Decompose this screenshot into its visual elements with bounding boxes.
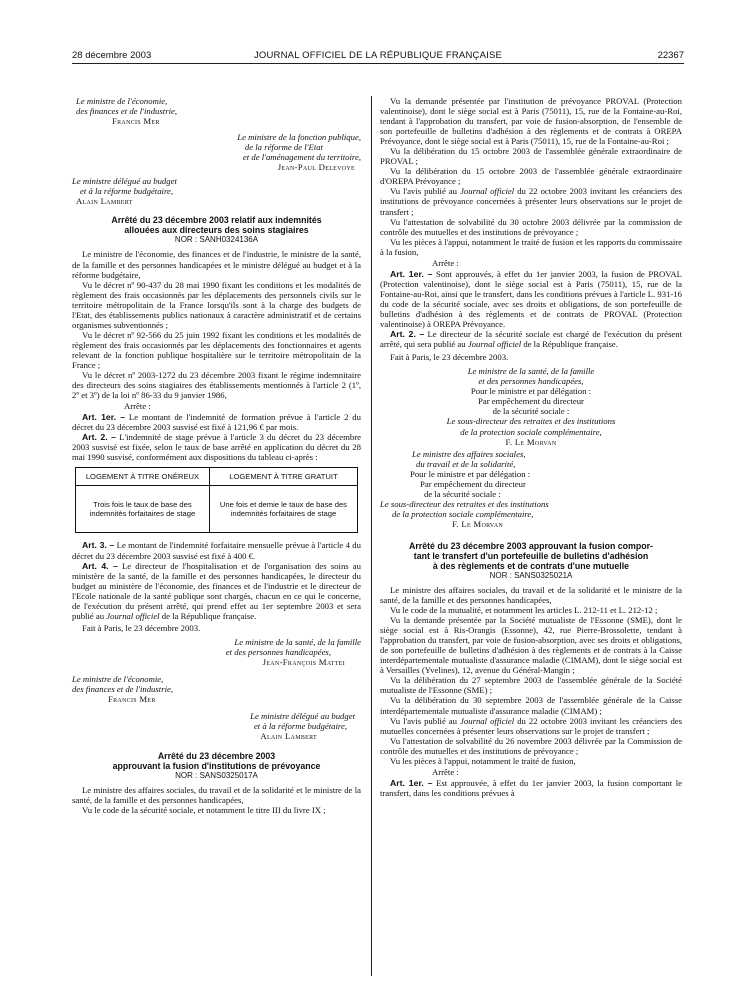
paragraph: Vu la délibération du 15 octobre 2003 de l'assemblée générale extraordinaire d'OREPA Prévoyance ; — [380, 166, 682, 187]
place-date: Fait à Paris, le 23 décembre 2003. — [82, 622, 201, 633]
decree-title: Arrêté du 23 décembre 2003 approuvant la fusion compor- — [409, 540, 653, 551]
signature-name: Francis Mer — [108, 694, 156, 705]
signature-text: Par empêchement du directeur — [478, 396, 584, 407]
paragraph: Vu la demande présentée par la Société mutualiste de l'Essonne (SME), dont le siège social est à Ris-Orangis (Essonne), 42, rue Pierre-Brossolette, tendant à l'approbation du transfert, par voie de fusion-absorption, avec ses droits et obligations, de son portefeuille de bulletins d'adhésion à des règlements et de contrats à la Caisse interdépartementale mutualiste d'assurance maladie (CIMAM), dont le siège social est à Versailles (Yvelines), 12, avenue du Général-Mangin ; — [380, 615, 682, 676]
signature-name: Alain Lambert — [260, 731, 317, 742]
nor-reference: NOR : SANH0324136A — [174, 235, 259, 245]
left-column — [72, 96, 361, 815]
paragraph — [380, 716, 682, 736]
paragraph: Vu la délibération du 30 septembre 2003 de l'assemblée générale de la Caisse interdépartementale mutualiste d'assurance maladie (CIMAM) ; — [380, 695, 682, 716]
arrete-heading: Arrête : — [432, 257, 459, 268]
right-column — [380, 96, 682, 798]
paragraph: Le ministre des affaires sociales, du travail et de la solidarité et le ministre de la santé, de la famille et des personnes handicapées, — [72, 785, 361, 806]
signature-text: de la sécurité sociale : — [492, 406, 570, 417]
article-text: de la République française. — [161, 610, 257, 621]
article-text: de la République française. — [523, 339, 618, 350]
article-label: Art. 1er. – — [390, 777, 433, 788]
article-text: Sont approuvés, à effet du 1er janvier 2003, la fusion de PROVAL (Protection valentinoise), dont le siège social est à Paris (75011), 15, rue de la Fontaine-au-Roi, ainsi que le transfert, dans les conditions prévues à l'article L. 931-16 du code de la sécurité sociale, avec ses droits et obligations, de son portefeuille de bulletins d'adhésion à des règlements et de contrats de PROVAL (Protection valentinoise) à OREPA Prévoyance. — [380, 268, 682, 330]
paragraph-text: Vu l'avis publié au — [390, 715, 458, 726]
journal-reference: Journal officiel — [106, 610, 160, 621]
article — [72, 561, 361, 621]
decree-heading — [72, 751, 361, 781]
header-page-number: 22367 — [657, 50, 684, 61]
signature-title: et à la réforme budgétaire, — [253, 721, 347, 732]
signature-title: de la protection sociale complémentaire, — [392, 508, 534, 519]
nor-reference: NOR : SANS0325017A — [175, 771, 258, 781]
article — [380, 329, 682, 349]
journal-reference: Journal officiel — [460, 186, 515, 197]
signature-title: Le sous-directeur des retraites et des institutions — [380, 498, 549, 509]
article — [72, 412, 361, 432]
signature-block — [72, 637, 361, 667]
signature-block — [72, 674, 361, 704]
signature-name: Alain Lambert — [76, 196, 133, 207]
signature-title: des finances et de l'industrie, — [76, 106, 178, 117]
signature-block — [72, 132, 361, 172]
signature-block — [76, 96, 361, 126]
article — [72, 432, 361, 462]
article-label: Art. 4. – — [82, 560, 118, 571]
decree-title: à des règlements et de contrats d'une mutuelle — [432, 560, 630, 571]
signature-text: Par empêchement du directeur — [420, 478, 526, 489]
paragraph: Vu le décret nº 90-437 du 28 mai 1990 fixant les conditions et les modalités de règlement des frais occasionnés par les déplacements des personnels civils sur le territoire métropolitain de la France lorsqu'ils sont à la charge des budgets de l'Etat, des établissements publics nationaux à caractère administratif et de certains organismes subventionnés ; — [72, 279, 361, 330]
signature-title: Le ministre de l'économie, — [72, 674, 164, 685]
signature-title: Le ministre de la santé, de la famille — [234, 636, 361, 647]
paragraph-text: du 22 octobre 2003 invitant les créanciers des mutuelles concernées à présenter leurs observations sur le projet de transfert ; — [380, 715, 683, 736]
paragraph: Vu les pièces à l'appui, notamment le traité de fusion et les rapports du commissaire à la fusion, — [380, 236, 682, 257]
paragraph — [380, 186, 682, 216]
signature-title: de la réforme de l'Etat — [244, 142, 323, 153]
paragraph-text: Vu l'avis publié au — [390, 186, 458, 197]
paragraph: Vu la délibération du 15 octobre 2003 de l'assemblée générale extraordinaire de PROVAL ; — [380, 146, 682, 167]
article-text: Est approuvée, à effet du 1er janvier 2003, la fusion comportant le transfert, dans les conditions prévues à — [380, 777, 682, 798]
header-date: 28 décembre 2003 — [72, 50, 152, 61]
signature-block — [380, 366, 682, 446]
paragraph: Vu la demande présentée par l'institution de prévoyance PROVAL (Protection valentinoise), dont le siège social est à Paris (75011), 15, rue de la Fontaine-au-Roi, tendant à l'approbation du transfert, par voie de fusion-absorption, de l'ensemble de son portefeuille de bulletins d'adhésion à des règlements et de contrats à OREPA Prévoyance, dont le siège social est à Paris (75011), 15, rue de la Fontaine-au-Roi ; — [380, 96, 682, 147]
article-label: Art. 3. – — [82, 540, 115, 551]
signature-title: Le sous-directeur des retraites et des institutions — [446, 416, 616, 427]
signature-text: de la sécurité sociale : — [424, 488, 501, 499]
paragraph: Le ministre des affaires sociales, du travail et de la solidarité et le ministre de la santé, de la famille et des personnes handicapées, — [380, 584, 682, 606]
signature-title: et de l'aménagement du territoire, — [242, 152, 361, 163]
article-text: L'indemnité de stage prévue à l'article 3 du décret du 23 décembre 2003 susvisé est fixée, selon le taux de base arrêté en application du décret du 28 mai 1990 susvisé, conformément aux dispositions du tableau ci-après : — [72, 432, 361, 463]
paragraph: Vu le décret nº 2003-1272 du 23 décembre 2003 fixant le régime indemnitaire des directeurs des soins stagiaires des établissements mentionnés à l'article 2 (1º, 2º et 3º) de la loi nº 86-33 du 9 janvier 1986, — [72, 370, 361, 401]
paragraph: Vu le code de la sécurité sociale, et notamment le titre III du livre IX ; — [82, 805, 326, 816]
article — [72, 540, 361, 560]
signature-block — [380, 449, 682, 529]
decree-heading — [380, 541, 682, 581]
signature-title: et des personnes handicapées, — [225, 646, 331, 657]
decree-title: approuvant la fusion d'institutions de prévoyance — [112, 761, 321, 772]
paragraph: Vu les pièces à l'appui, notamment le traité de fusion, — [390, 755, 576, 766]
paragraph: Vu l'attestation de solvabilité du 30 octobre 2003 délivrée par la commission de contrôle des mutuelles et des institutions de prévoyance ; — [380, 216, 682, 237]
article-text: Le directeur de la sécurité sociale est chargé de l'exécution du présent arrêté, qui sera publié au — [380, 329, 683, 350]
signature-name: F. Le Morvan — [505, 436, 557, 447]
paragraph: Vu le code de la mutualité, et notamment les articles L. 212-11 et L. 212-12 ; — [390, 605, 658, 616]
signature-title: des finances et de l'industrie, — [72, 684, 174, 695]
arrete-heading: Arrête : — [432, 766, 459, 777]
article — [380, 269, 682, 329]
signature-title: Le ministre des affaires sociales, — [412, 448, 526, 459]
signature-text: Pour le ministre et par délégation : — [470, 386, 592, 397]
signature-block — [72, 176, 361, 206]
signature-title: Le ministre délégué au budget — [250, 711, 355, 722]
decree-title: tant le transfert d'un portefeuille de bulletins d'adhésion — [413, 550, 649, 561]
article-label: Art. 2. – — [82, 432, 116, 443]
signature-title: Le ministre de l'économie, — [76, 96, 168, 106]
signature-block — [72, 711, 361, 741]
paragraph: Le ministre de l'économie, des finances et de l'industrie, le ministre de la santé, de la famille et des personnes handicapées et le ministre délégué au budget et à la réforme budgétaire, — [72, 249, 361, 280]
table-header: LOGEMENT À TITRE GRATUIT — [209, 468, 357, 486]
article-label: Art. 1er. – — [82, 412, 126, 423]
article-label: Art. 1er. – — [390, 268, 433, 279]
article-text: Le montant de l'indemnité forfaitaire mensuelle prévue à l'article 4 du décret du 23 décembre 2003 susvisé est fixé à 400 €. — [72, 540, 361, 561]
signature-name: F. Le Morvan — [452, 518, 504, 529]
signature-title: du travail et de la solidarité, — [416, 458, 516, 469]
table-cell: Une fois et demie le taux de base des indemnités forfaitaires de stage — [209, 486, 357, 533]
signature-name: Jean-François Mattei — [262, 656, 345, 667]
signature-title: de la protection sociale complémentaire, — [460, 426, 602, 437]
paragraph: Vu l'attestation de solvabilité du 26 novembre 2003 délivrée par la Commission de contrôle des mutuelles et des institutions de prévoyance ; — [380, 735, 682, 756]
place-date: Fait à Paris, le 23 décembre 2003. — [390, 352, 509, 363]
decree-title: allouées aux directeurs des soins stagiaires — [124, 225, 309, 236]
allowance-table — [75, 467, 358, 533]
table-header: LOGEMENT À TITRE ONÉREUX — [76, 468, 210, 486]
signature-text: Pour le ministre et par délégation : — [410, 468, 531, 479]
signature-title: et à la réforme budgétaire, — [80, 186, 174, 197]
table-cell: Trois fois le taux de base des indemnités forfaitaires de stage — [76, 486, 210, 533]
article-label: Art. 2. – — [390, 329, 425, 340]
header-rule — [72, 63, 684, 64]
signature-title: Le ministre délégué au budget — [72, 176, 177, 187]
paragraph-text: du 22 octobre 2003 invitant les créanciers des institutions de prévoyance concernées à présenter leurs observations sur le projet de transfert ; — [380, 186, 683, 217]
paragraph: Vu le décret nº 92-566 du 25 juin 1992 fixant les conditions et les modalités de règlement des frais occasionnés par les déplacements des fonctionnaires et agents relevant de la fonction publique hospitalière sur le territoire métropolitain de la France ; — [72, 329, 361, 370]
article-text: Le directeur de l'hospitalisation et de l'organisation des soins au ministère de la santé, de la famille et des personnes handicapées, le directeur du budget au ministère de l'économie, des finances et de l'industrie et le directeur de l'Ecole nationale de la santé publique sont chargés, chacun en ce qui le concerne, de l'exécution du présent arrêté, qui prend effet au 1er septembre 2003 et sera publié au — [72, 560, 362, 621]
nor-reference: NOR : SANS0325021A — [489, 570, 573, 580]
column-divider — [371, 96, 372, 976]
arrete-heading: Arrête : — [124, 401, 151, 412]
header-journal-title: JOURNAL OFFICIEL DE LA RÉPUBLIQUE FRANÇAISE — [253, 50, 503, 61]
decree-title: Arrêté du 23 décembre 2003 — [157, 751, 276, 762]
page-header — [72, 50, 684, 62]
signature-name: Francis Mer — [112, 116, 160, 127]
signature-name: Jean-Paul Delevoye — [277, 162, 355, 173]
decree-heading — [72, 215, 361, 245]
signature-title: Le ministre de la fonction publique, — [237, 132, 361, 143]
journal-reference: Journal officiel — [467, 339, 522, 350]
decree-title: Arrêté du 23 décembre 2003 relatif aux indemnités — [111, 215, 322, 226]
journal-reference: Journal officiel — [460, 715, 515, 726]
paragraph: Vu la délibération du 27 septembre 2003 de l'assemblée générale de la Société mutualiste de l'Essonne (SME) ; — [380, 675, 682, 696]
signature-title: et des personnes handicapées, — [478, 376, 584, 387]
signature-title: Le ministre de la santé, de la famille — [467, 366, 595, 377]
article-text: Le montant de l'indemnité de formation prévue à l'article 2 du décret du 23 décembre 2003 susvisé est fixé à 121,96 € par mois. — [72, 412, 361, 433]
article — [380, 778, 682, 798]
